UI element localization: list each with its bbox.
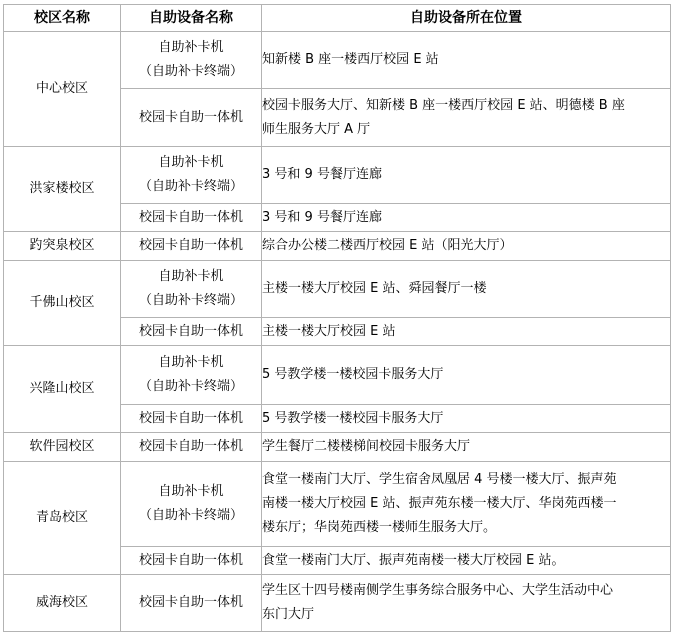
- table-header-row: [4, 5, 671, 32]
- location-text: 5 号教学楼一楼校园卡服务大厅: [262, 410, 444, 426]
- location-text: 3 号和 9 号餐厅连廊: [262, 209, 382, 225]
- location-cell: [262, 89, 671, 147]
- table-row: [4, 433, 671, 462]
- device-name: 校园卡自助一体机: [138, 439, 243, 454]
- device-cell: [121, 575, 262, 632]
- device-cell: [121, 232, 262, 261]
- device-subname: （自助补卡终端）: [138, 379, 243, 394]
- device-cell: [121, 547, 262, 575]
- location-text: 主楼一楼大厅校园 E 站、舜园餐厅一楼: [262, 281, 487, 296]
- campus-cell: 洪家楼校区: [4, 147, 121, 232]
- campus-cell: 威海校区: [4, 575, 121, 632]
- device-cell: [121, 405, 262, 433]
- device-cell: [121, 147, 262, 204]
- location-text: 学生区十四号楼南侧学生事务综合服务中心、大学生活动中心: [262, 583, 614, 598]
- header-location: 自助设备所在位置: [262, 5, 671, 32]
- campus-cell: 兴隆山校区: [4, 346, 121, 433]
- table-row: [4, 462, 671, 547]
- device-cell: [121, 346, 262, 405]
- device-name: 校园卡自助一体机: [138, 238, 243, 253]
- device-subname: （自助补卡终端）: [138, 64, 243, 79]
- location-text: 学生餐厅二楼楼梯间校园卡服务大厅: [262, 439, 471, 454]
- location-text: 东门大厅: [262, 607, 315, 622]
- location-cell: [262, 232, 671, 261]
- location-text: 食堂一楼南门大厅、振声苑南楼一楼大厅校园 E 站。: [262, 552, 565, 568]
- device-subname: （自助补卡终端）: [138, 179, 243, 194]
- campus-cell: 趵突泉校区: [4, 232, 121, 261]
- campus-cell: 中心校区: [4, 32, 121, 147]
- location-text: 3 号和 9 号餐厅连廊: [262, 167, 382, 182]
- device-cell: [121, 462, 262, 547]
- location-text: 师生服务大厅 A 厅: [262, 121, 371, 137]
- device-name: 校园卡自助一体机: [138, 209, 243, 225]
- location-text: 5 号教学楼一楼校园卡服务大厅: [262, 367, 444, 382]
- device-name: 校园卡自助一体机: [138, 410, 243, 426]
- location-text: 校园卡服务大厅、知新楼 B 座一楼西厅校园 E 站、明德楼 B 座: [262, 97, 625, 113]
- device-subname: （自助补卡终端）: [138, 293, 243, 308]
- table-row: [4, 147, 671, 204]
- location-cell: [262, 462, 671, 547]
- device-cell: [121, 433, 262, 462]
- header-device: 自助设备名称: [121, 5, 262, 32]
- device-name: 自助补卡机: [158, 269, 224, 284]
- device-name: 自助补卡机: [158, 40, 224, 55]
- location-cell: [262, 318, 671, 346]
- campus-cell: 青岛校区: [4, 462, 121, 575]
- location-text: 主楼一楼大厅校园 E 站: [262, 323, 396, 339]
- table-row: [4, 32, 671, 89]
- location-cell: [262, 433, 671, 462]
- device-name: 自助补卡机: [158, 355, 224, 370]
- table-row: [4, 575, 671, 632]
- table-row: [4, 346, 671, 405]
- campus-cell: 软件园校区: [4, 433, 121, 462]
- location-text: 综合办公楼二楼西厅校园 E 站（阳光大厅）: [262, 238, 513, 253]
- location-cell: [262, 32, 671, 89]
- location-cell: [262, 261, 671, 318]
- device-name: 校园卡自助一体机: [138, 552, 243, 568]
- table-row: [4, 232, 671, 261]
- location-text: 食堂一楼南门大厅、学生宿舍凤凰居 4 号楼一楼大厅、振声苑: [262, 472, 617, 487]
- location-text: 知新楼 B 座一楼西厅校园 E 站: [262, 52, 439, 67]
- device-cell: [121, 32, 262, 89]
- location-cell: [262, 575, 671, 632]
- location-cell: [262, 147, 671, 204]
- header-campus: 校区名称: [4, 5, 121, 32]
- device-name: 自助补卡机: [158, 484, 224, 499]
- location-cell: [262, 547, 671, 575]
- self-service-device-table: [3, 4, 671, 632]
- device-cell: [121, 204, 262, 232]
- device-cell: [121, 261, 262, 318]
- location-text: 南楼一楼大厅校园 E 站、振声苑东楼一楼大厅、华岗苑西楼一: [262, 496, 617, 511]
- device-name: 校园卡自助一体机: [138, 323, 243, 339]
- device-name: 校园卡自助一体机: [138, 109, 243, 125]
- device-subname: （自助补卡终端）: [138, 508, 243, 523]
- device-cell: [121, 318, 262, 346]
- location-cell: [262, 204, 671, 232]
- table-row: [4, 261, 671, 318]
- campus-cell: 千佛山校区: [4, 261, 121, 346]
- device-name: 自助补卡机: [158, 155, 224, 170]
- location-cell: [262, 346, 671, 405]
- location-text: 楼东厅；华岗苑西楼一楼师生服务大厅。: [262, 520, 497, 535]
- device-cell: [121, 89, 262, 147]
- device-name: 校园卡自助一体机: [138, 595, 243, 610]
- location-cell: [262, 405, 671, 433]
